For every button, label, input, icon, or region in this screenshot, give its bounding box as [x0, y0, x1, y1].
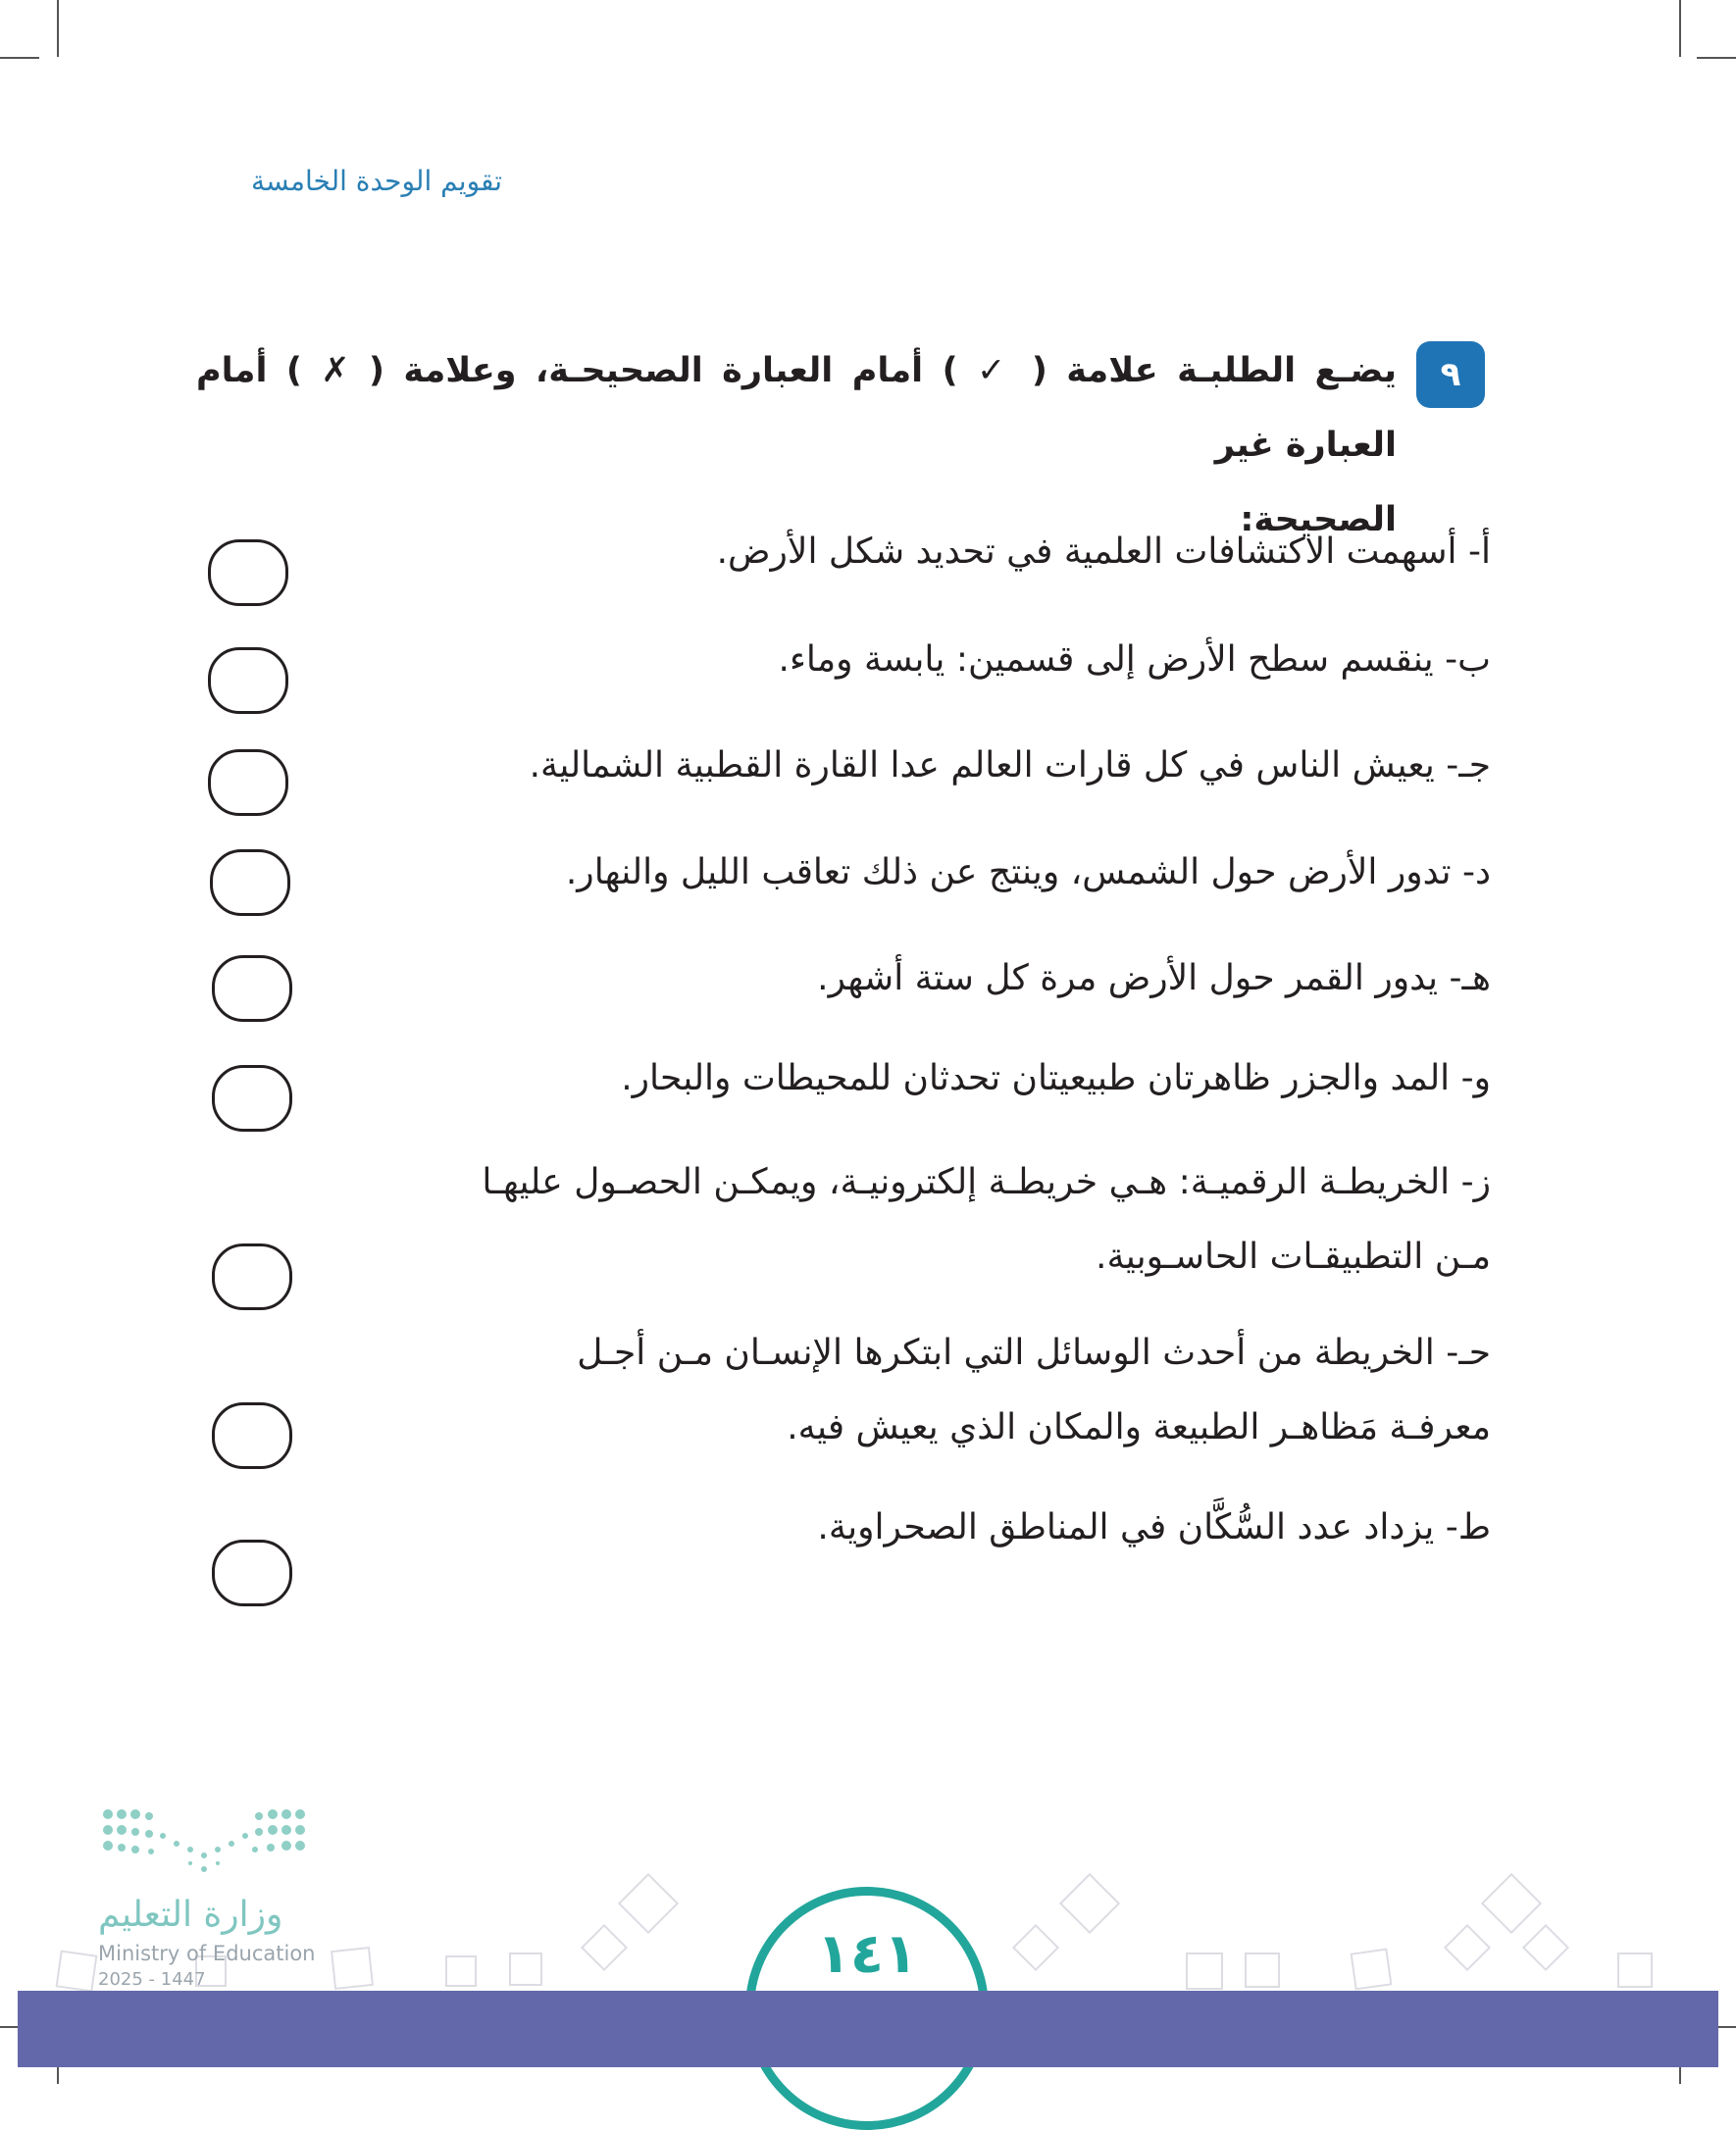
answer-box[interactable]	[208, 539, 288, 606]
statement-line: و- المد والجزر ظاهرتان طبيعيتان تحدثان للمحيطات والبحار.	[621, 1058, 1491, 1098]
answer-box[interactable]	[212, 1540, 292, 1606]
running-header-title: تقويم الوحدة الخامسة	[250, 165, 502, 197]
statement-item	[530, 729, 1491, 803]
page-number: ١٤١	[816, 1922, 918, 1986]
question-number-badge: ٩	[1416, 341, 1485, 408]
answer-box[interactable]	[212, 1402, 292, 1469]
statement-line: ز- الخريطـة الرقميـة: هـي خريطـة إلكترونيـة، ويمكـن الحصـول عليهـا	[482, 1162, 1491, 1202]
ministry-logo-dots	[98, 1804, 314, 1883]
answer-box[interactable]	[208, 749, 288, 816]
statement-line: جـ- يعيش الناس في كل قارات العالم عدا القارة القطبية الشمالية.	[529, 745, 1491, 786]
statement-line: د- تدور الأرض حول الشمس، وينتج عن ذلك تعاقب الليل والنهار.	[565, 852, 1491, 892]
statement-item	[779, 623, 1491, 697]
footer-band	[18, 1991, 1718, 2067]
edition-year: 2025 - 1447	[98, 1969, 206, 1990]
statement-line: ط- يزداد عدد السُّكَّان في المناطق الصحراوية.	[817, 1507, 1491, 1547]
question-text-line: الصحيحة:	[1240, 500, 1397, 539]
statement-line: أ- أسهمت الاكتشافات العلمية في تحديد شكل الأرض.	[716, 532, 1491, 572]
ministry-name-english: Ministry of Education	[98, 1942, 316, 1965]
statement-line: ب- ينقسم سطح الأرض إلى قسمين: يابسة وماء.	[778, 639, 1491, 680]
crop-mark	[57, 0, 59, 57]
statement-item	[621, 1041, 1491, 1116]
answer-box[interactable]	[212, 955, 292, 1022]
statement-item	[817, 941, 1491, 1016]
statement-line: معرفـة مَظاهـر الطبيعة والمكان الذي يعيش فيه.	[787, 1407, 1491, 1447]
ministry-name-arabic: وزارة التعليم	[98, 1895, 283, 1935]
statement-line: مـن التطبيقـات الحاسـوبية.	[1096, 1237, 1491, 1277]
statement-item	[459, 1316, 1491, 1465]
crop-mark	[0, 57, 39, 59]
crop-mark	[1679, 0, 1681, 57]
statement-item	[817, 1491, 1491, 1565]
answer-box[interactable]	[212, 1243, 292, 1310]
statement-line: هـ- يدور القمر حول الأرض مرة كل ستة أشهر.	[817, 958, 1491, 998]
statement-item	[371, 1145, 1491, 1294]
statement-item	[717, 515, 1491, 589]
question-text-line: يضـع الطلبـة علامة ( ✓ ) أمام العبارة الصحيحـة، وعلامة ( ✗ ) أمام العبارة غير	[196, 351, 1397, 465]
statement-line: حـ- الخريطة من أحدث الوسائل التي ابتكرها الإنسـان مـن أجـل	[577, 1333, 1491, 1373]
answer-box[interactable]	[210, 849, 290, 916]
statement-item	[566, 836, 1491, 910]
answer-box[interactable]	[208, 647, 288, 714]
crop-mark	[1697, 57, 1736, 59]
answer-box[interactable]	[212, 1065, 292, 1132]
